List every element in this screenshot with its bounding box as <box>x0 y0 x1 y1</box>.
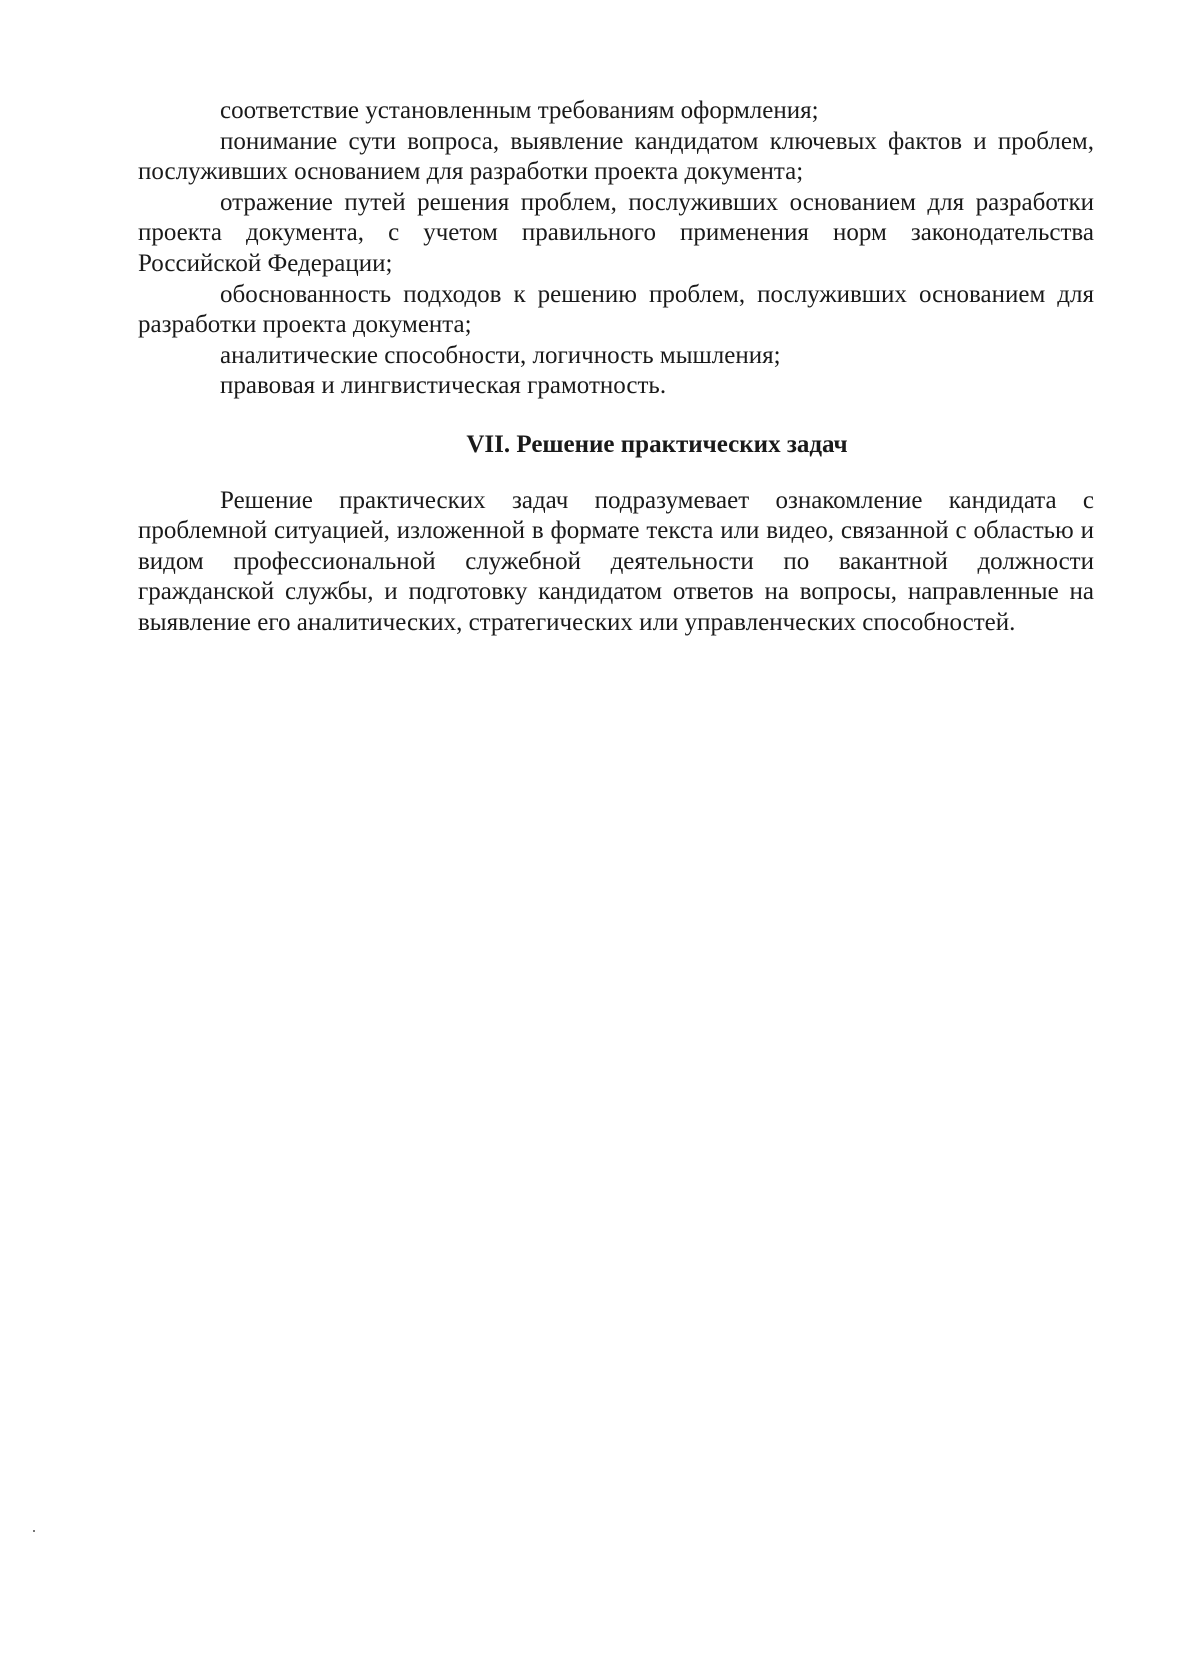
criterion-solutions: отражение путей решения проблем, послуживших основанием для разработки проекта документа, с учетом правильного применения норм законодательства Российской Федерации; <box>138 188 1094 277</box>
scan-speck <box>33 1530 35 1532</box>
criterion-analytics: аналитические способности, логичность мышления; <box>220 341 781 369</box>
criterion-justification: обоснованность подходов к решению проблем, послуживших основанием для разработки проекта документа; <box>138 280 1094 339</box>
section-heading: VII. Решение практических задач <box>466 430 848 458</box>
criterion-formatting: соответствие установленным требованиям оформления; <box>220 97 819 124</box>
section-paragraph: Решение практических задач подразумевает ознакомление кандидата с проблемной ситуацией, изложенной в формате текста или видео, связанной с областью и видом профессиональной служебной деятельности по вакантной должности гражданской службы, и подготовку кандидатом ответов на вопросы, направленные на выявление его аналитических, стратегических или управленческих способностей. <box>138 486 1094 636</box>
criterion-understanding: понимание сути вопроса, выявление кандидатом ключевых фактов и проблем, послуживших основанием для разработки проекта документа; <box>138 127 1094 186</box>
document-body <box>138 96 1094 639</box>
criterion-literacy: правовая и лингвистическая грамотность. <box>220 372 667 400</box>
